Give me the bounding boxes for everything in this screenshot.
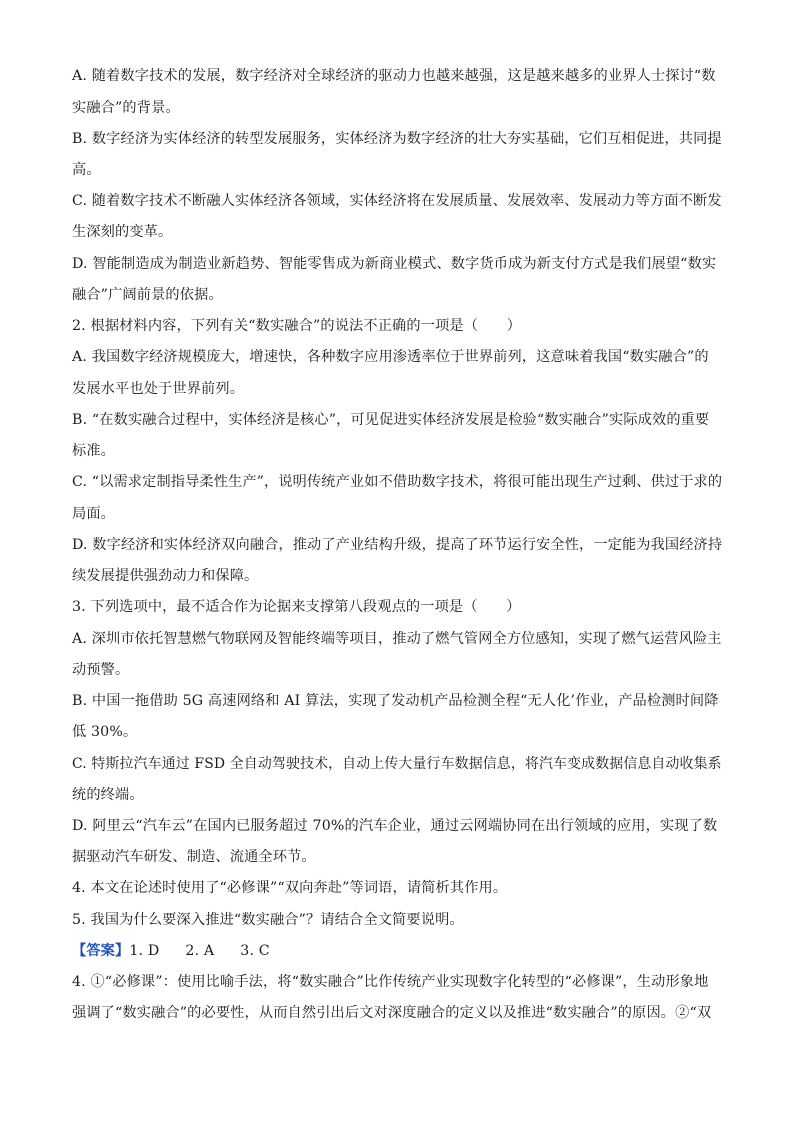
option-1b-line-1: B. 数字经济为实体经济的转型发展服务，实体经济为数字经济的壮大夯实基础，它们互相促进，共同提 — [72, 131, 722, 147]
option-2a-line-1: A. 我国数字经济规模庞大，增速快，各种数字应用渗透率位于世界前列，这意味着我国“数实融合”的 — [72, 349, 709, 365]
option-1c-line-1: C. 随着数字技术不断融人实体经济各领域，实体经济将在发展质量、发展效率、发展动力等方面不断发 — [72, 193, 722, 209]
option-3d-line-2: 据驱动汽车研发、制造、流通全环节。 — [72, 849, 316, 865]
option-2d-line-1: D. 数字经济和实体经济双向融合，推动了产业结构升级，提高了环节运行安全性，一定能为我国经济持 — [72, 537, 723, 553]
answer-item-2: 2. A — [185, 943, 215, 959]
option-3b-line-2: 低 30%。 — [72, 724, 138, 740]
answer-line — [72, 941, 722, 961]
option-2c-line-1: C. “以需求定制指导柔性生产”，说明传统产业如不借助数字技术，将很可能出现生产过剩、供过于求的 — [72, 474, 723, 490]
answer-item-1: 1. D — [129, 943, 160, 959]
explanation-line-2: 强调了“数实融合”的必要性，从而自然引出后文对深度融合的定义以及推进“数实融合”的原因。②“双 — [72, 1005, 712, 1021]
option-3d-line-1: D. 阿里云“汽车云”在国内已服务超过 70%的汽车企业，通过云网端协同在出行领域的应用，实现了数 — [72, 818, 718, 834]
option-2c-line-2: 局面。 — [72, 506, 116, 522]
option-3a-line-1: A. 深圳市依托智慧燃气物联网及智能终端等项目，推动了燃气管网全方位感知，实现了燃气运营风险主 — [72, 631, 722, 647]
option-3b-line-1: B. 中国一拖借助 5G 高速网络和 AI 算法，实现了发动机产品检测全程“无人化’作业，产品检测时间降 — [72, 693, 719, 709]
option-1d-line-1: D. 智能制造成为制造业新趋势、智能零售成为新商业模式、数字货币成为新支付方式是我们展望“数实 — [72, 256, 717, 272]
question-4: 4. 本文在论述时使用了“必修课”“双向奔赴”等词语，请简析其作用。 — [72, 880, 508, 896]
option-1a-line-1: A. 随着数字技术的发展，数字经济对全球经济的驱动力也越来越强，这是越来越多的业界人士探讨“数 — [72, 68, 716, 84]
answer-item-3: 3. C — [240, 943, 270, 959]
explanation-line-1: 4. ①“必修课”：使用比喻手法，将“数实融合”比作传统产业实现数字化转型的“必修课”，生动形象地 — [72, 974, 709, 990]
option-1c-line-2: 生深刻的变革。 — [72, 224, 173, 240]
option-2b-line-1: B. “在数实融合过程中，实体经济是核心”，可见促进实体经济发展是检验“数实融合”实际成效的重要 — [72, 412, 710, 428]
option-1a-line-2: 实融合”的背景。 — [72, 100, 180, 116]
option-1b-line-2: 高。 — [72, 162, 101, 178]
question-3: 3. 下列选项中，最不适合作为论据来支撑第八段观点的一项是（ ） — [72, 599, 521, 615]
option-2a-line-2: 发展水平也处于世界前列。 — [72, 381, 245, 397]
option-3c-line-1: C. 特斯拉汽车通过 FSD 全自动驾驶技术，自动上传大量行车数据信息，将汽车变成数据信息自动收集系 — [72, 756, 722, 772]
question-2: 2. 根据材料内容，下列有关“数实融合”的说法不正确的一项是（ ） — [72, 318, 522, 334]
answer-label: 【答案】 — [72, 943, 130, 959]
option-2b-line-2: 标准。 — [72, 443, 116, 459]
option-2d-line-2: 续发展提供强劲动力和保障。 — [72, 568, 259, 584]
option-3c-line-2: 统的终端。 — [72, 787, 144, 803]
option-3a-line-2: 动预警。 — [72, 662, 130, 678]
option-1d-line-2: 融合”广阔前景的依据。 — [72, 287, 223, 303]
question-5: 5. 我国为什么要深入推进“数实融合”？请结合全文简要说明。 — [72, 912, 464, 928]
